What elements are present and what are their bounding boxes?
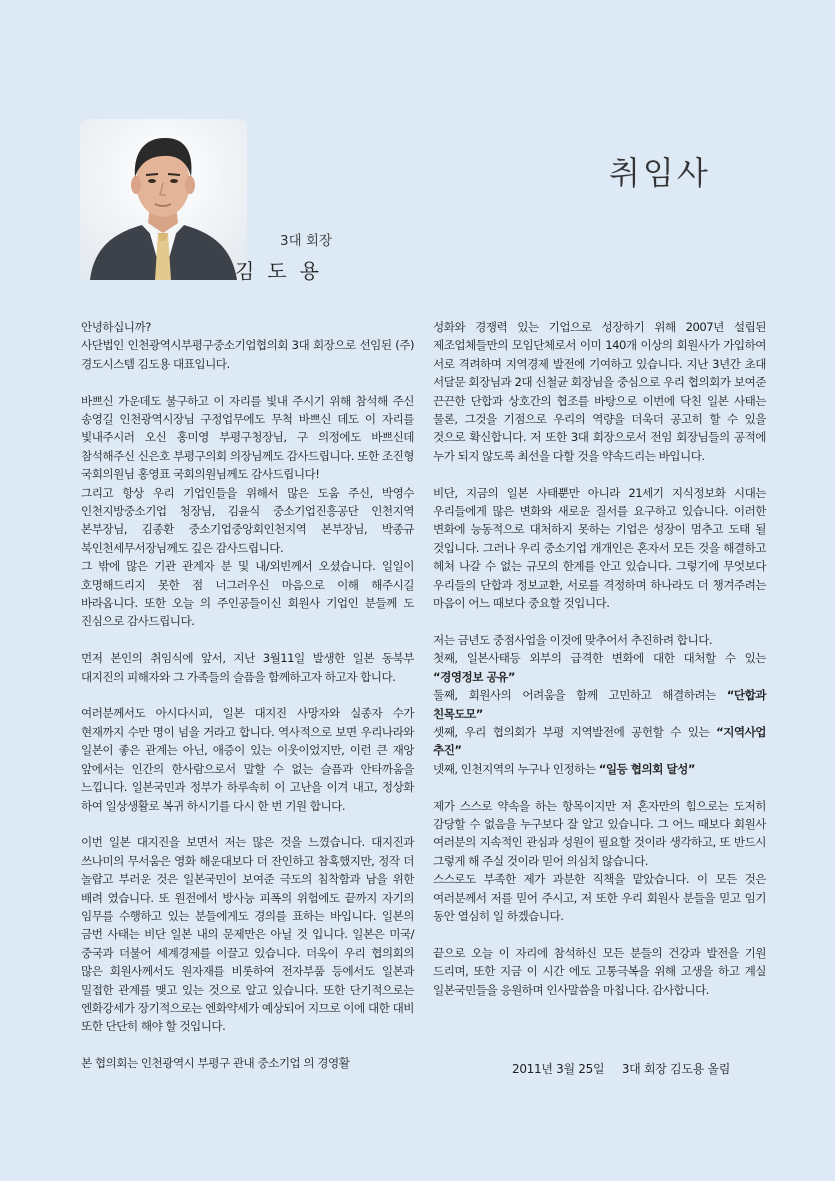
paragraph: 안녕하십니까? 사단법인 인천광역시부평구중소기업협의회 3대 회장으로 선임된 (주)경도시스템 김도용 대표입니다. — [81, 320, 414, 371]
plan-item-highlight: “단합과 친목도모” — [433, 688, 766, 721]
plan-item-text: 둘째, 회원사의 어려움을 함께 고민하고 해결하려는 — [433, 688, 727, 703]
author-name: 김도용 — [235, 259, 332, 283]
plan-item-text: 셋째, 우리 협의회가 부평 지역발전에 공헌할 수 있는 — [433, 724, 717, 739]
plan-item — [433, 760, 766, 778]
author-title: 3대 회장 — [280, 233, 333, 249]
plan-item-highlight: “경영정보 공유” — [433, 669, 515, 684]
plan-item-text: 첫째, 일본사태등 외부의 급격한 변화에 대한 대처할 수 있는 — [433, 651, 766, 666]
plan-item-highlight: “지역사업 추진” — [433, 724, 766, 758]
page-title: 취임사 — [609, 154, 711, 192]
paragraph: 바쁘신 가운데도 불구하고 이 자리를 빛내 주시기 위해 참석해 주신 송영길 인천광역시장님 구정업무에도 무척 바쁘신 데도 이 자리를 빛내주시러 오신 홍미영 부평구청장님, 구 의정에도 바쁘신데 참석해주신 신은호 부평구의회 의장님께도 감사드립니다. 또한 조진형 국회의원님 홍영표 국회의원님께도 감사드립니다! 그리고 항상 우리 기업인들을 위해서 많은 도움 주신, 박영수 인천지방중소기업 청장님, 김윤식 중소기업진흥공단 인천지역 본부장님, 김종환 중소기업중앙회인천지역 본부장님, 박종규 북인천세무서장님께도 깊은 감사드립니다. 그 밖에 많은 기관 관계자 분 및 내/외빈께서 오셨습니다. 일일이 호명해드리지 못한 점 너그러우신 마음으로 이해 해주시길 바라옵니다. 또한 오늘 의 주인공들이신 회원사 기업인 분들께 도 진심으로 감사드립니다. — [81, 393, 414, 629]
paragraph: 성화와 경쟁력 있는 기업으로 성장하기 위해 2007년 설립된 제조업체들만의 모임단체로서 이미 140개 이상의 회원사가 가입하여 서로 격려하며 지역경제 발전에 기여하고 있습니다. 지난 3년간 초대 서달문 회장님과 2대 신철균 회장님을 중심으로 우리 협의회가 보여준 끈끈한 단합과 상호간의 협조를 바탕으로 이번에 닥친 일본 사태는 물론, 그것을 기점으로 우리의 역량을 더욱더 공고히 할 수 있을 것으로 확신합니다. 저 또한 3대 회장으로서 전임 회장님들의 공적에 누가 되지 않도록 최선을 다할 것을 약속드리는 바입니다. — [433, 320, 766, 463]
paragraph: 끝으로 오늘 이 자리에 참석하신 모든 분들의 건강과 발전을 기원 드리며, 또한 지금 이 시간 에도 고통극복을 위해 고생을 하고 계실 일본국민들을 응원하며 인사말씀을 마칩니다. 감사합니다. — [433, 945, 766, 997]
right-column — [433, 318, 766, 1017]
paragraph: 비단, 지금의 일본 사태뿐만 아니라 21세기 지식정보화 시대는 우리들에게 많은 변화와 새로운 질서를 요구하고 있습니다. 이러한 변화에 능동적으로 대처하지 못하는 기업은 성장이 멈추고 도태 될 것입니다. 그러나 우리 중소기업 개개인은 혼자서 모든 것을 해결하고 헤쳐 나갈 수 없는 규모의 한계를 안고 있습니다. 그렇기에 무엇보다 우리들의 단합과 정보교환, 서로를 격정하며 하나라도 더 챙겨주려는 마음이 어느 때보다 중요할 것입니다. — [433, 485, 766, 611]
paragraph: 여러분께서도 아시다시피, 일본 대지진 사망자와 실종자 수가 현재까지 수만 명이 넘을 거라고 합니다. 역사적으로 보면 우리나라와 일본이 좋은 관계는 아닌, 애증이 있는 이웃이었지만, 이런 큰 재앙 앞에서는 인간의 한사람으로서 말할 수 없는 슬픔과 안타까움을 느낍니다. 일본국민과 정부가 하루속히 이 고난을 이겨 내고, 정상화 하여 일상생활로 복귀 하시기를 다시 한 번 기원 합니다. — [81, 706, 414, 813]
paragraph: 본 협의회는 인천광역시 부평구 관내 중소기업 의 경영활 — [81, 1056, 350, 1071]
plan-list — [433, 631, 766, 778]
left-column — [81, 318, 414, 1091]
paragraph: 먼저 본인의 취임식에 앞서, 지난 3월11일 발생한 일본 동북부 대지진의 피해자와 그 가족들의 슬픔을 함께하고자 하고자 합니다. — [81, 651, 414, 684]
plan-intro: 저는 금년도 중점사업을 이것에 맞추어서 추진하려 합니다. — [433, 632, 713, 647]
paragraph: 이번 일본 대지진을 보면서 저는 많은 것을 느꼈습니다. 대지진과 쓰나미의 무서움은 영화 해운대보다 더 잔인하고 참혹했지만, 정작 더 놀랍고 부러운 것은 일본국민이 보여준 극도의 침착함과 남을 위한 배려 였습니다. 또 원전에서 방사능 피폭의 위험에도 끝까지 자기의 임무를 수행하고 있는 분들에게도 경의를 표하는 바입니다. 일본의 금번 사태는 비단 일본 내의 문제만은 아닐 것 입니다. 일본은 미국/중국과 더불어 세계경제를 이끌고 있습니다. 더욱이 우리 협의회의 많은 회원사께서도 원자재를 비롯하여 전자부품 등에서도 일본과 밀접한 관계를 맺고 있는 것으로 알고 있습니다. 또한 단기적으로는 엔화강세가 장기적으로는 엔화약세가 예상되어 지므로 이에 대한 대비 또한 단단히 해야 할 것입니다. — [81, 835, 414, 1034]
paragraph: 제가 스스로 약속을 하는 항목이지만 저 혼자만의 힘으로는 도저히 감당할 수 없음을 누구보다 잘 알고 있습니다. 그 어느 때보다 회원사 여러분의 지속적인 관심과 성원이 필요할 것이라 생각하고, 또 반드시 그렇게 해 주실 것이라 믿어 의심치 않습니다. 스스로도 부족한 제가 과분한 직책을 맡았습니다. 이 모든 것은 여러분께서 저를 믿어 주시고, 저 또한 우리 회원사 분들을 믿고 임기 동안 열심히 일 하겠습니다. — [433, 798, 766, 923]
author-photo — [80, 119, 247, 280]
signature: 2011년 3월 25일 3대 회장 김도용 올림 — [512, 1062, 731, 1076]
plan-item — [433, 686, 766, 723]
plan-item — [433, 723, 766, 760]
plan-item-text: 넷째, 인천지역의 누구나 인정하는 — [433, 761, 599, 776]
plan-item — [433, 649, 766, 686]
plan-item-highlight: “일등 협의회 달성” — [598, 761, 695, 776]
